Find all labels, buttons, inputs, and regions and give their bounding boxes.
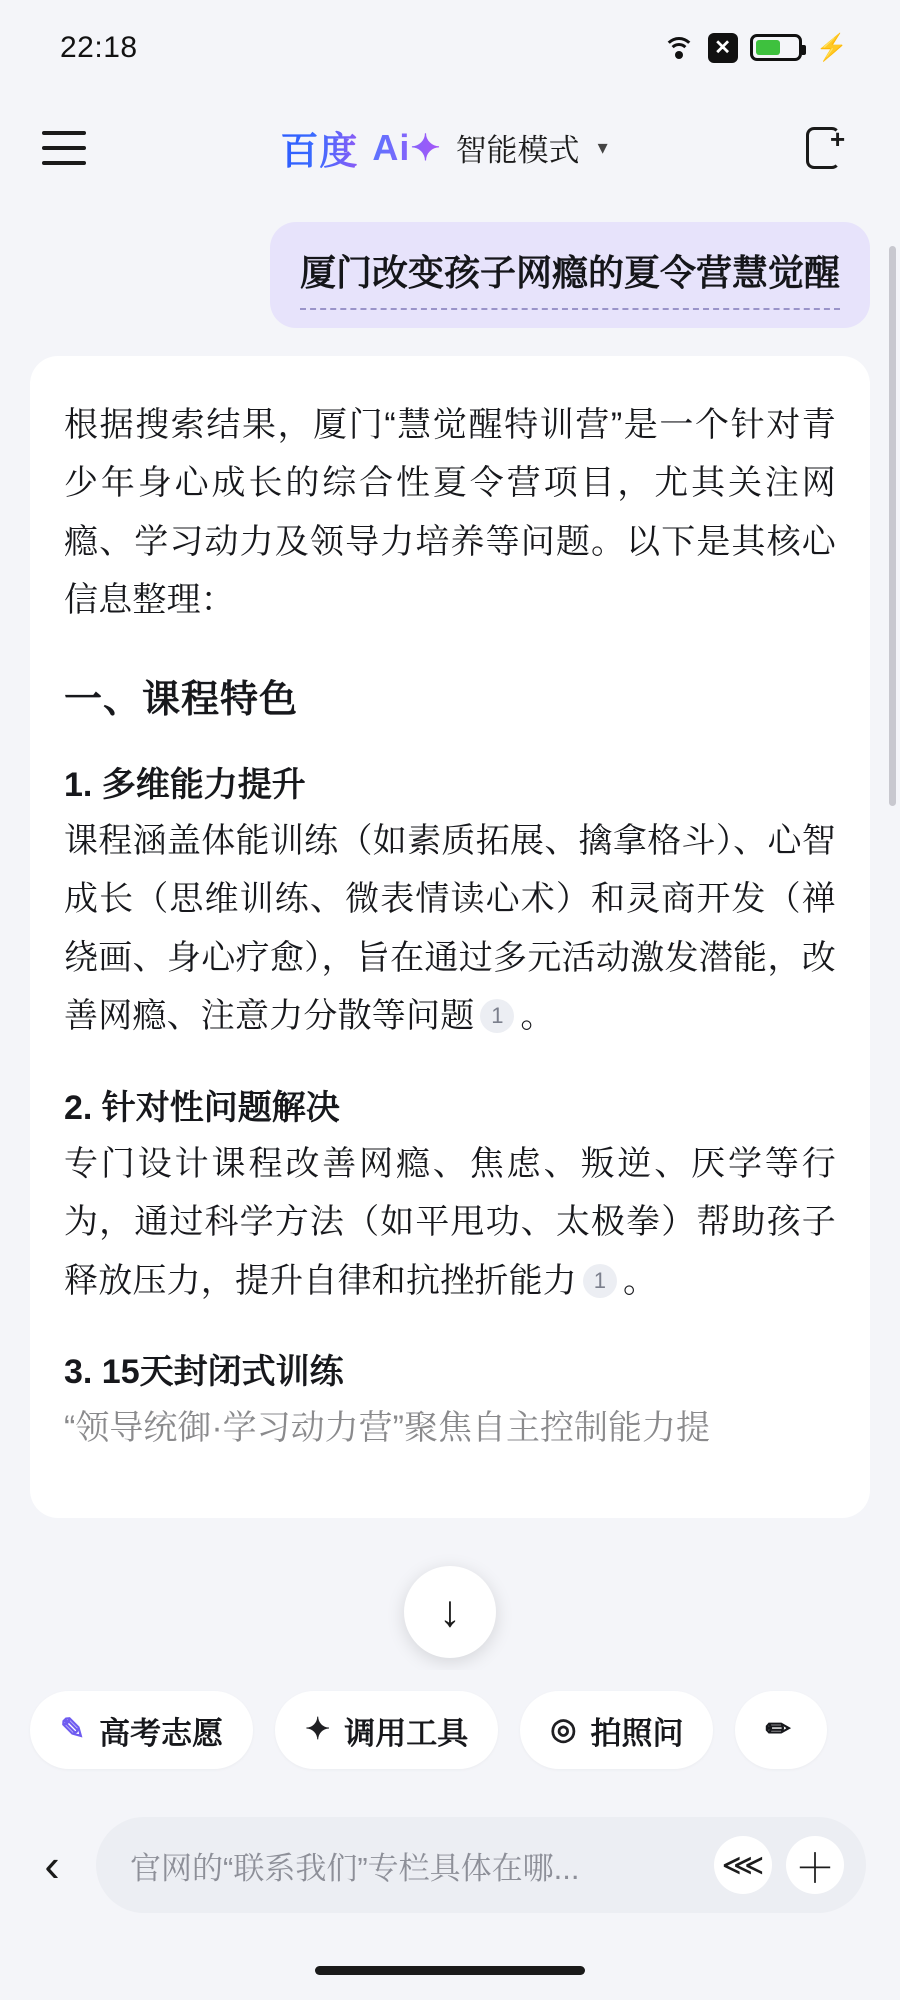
user-message-text: 厦门改变孩子网瘾的夏令营慧觉醒 (299, 252, 840, 293)
app-header (0, 95, 900, 200)
tool-icon: ✦ (305, 1713, 331, 1746)
arrow-down-icon: ↓ (439, 1587, 461, 1636)
scrollbar[interactable] (889, 246, 896, 806)
battery-icon (750, 34, 802, 61)
close-badge-icon: ✕ (708, 33, 738, 63)
brand-and-mode[interactable] (280, 120, 607, 175)
new-chat-icon[interactable]: + (802, 123, 852, 173)
message-input[interactable] (96, 1817, 866, 1913)
baidu-logo: 百度 (280, 120, 358, 175)
quick-action-chips[interactable] (0, 1670, 900, 1790)
answer-item-tail-1: 。 (520, 997, 555, 1036)
answer-item-heading-1: 1. 多维能力提升 (64, 765, 306, 804)
wifi-icon (662, 35, 696, 61)
answer-item-text-1: 课程涵盖体能训练（如素质拓展、擒拿格斗）、心智成长（思维训练、微表情读心术）和灵商开发（禅绕画、身心疗愈），旨在通过多元活动激发潜能，改善网瘾、注意力分散等问题 (64, 821, 836, 1036)
home-indicator (0, 1940, 900, 2000)
answer-item-body-3: “领导统御·学习动力营”聚焦自主控制能力提 (64, 1409, 710, 1448)
chip-label: 拍照问 (590, 1715, 684, 1751)
chip-call-tools[interactable] (275, 1691, 498, 1769)
chip-edit-partial[interactable] (735, 1691, 827, 1769)
answer-item-tail-2: 。 (623, 1261, 658, 1300)
ai-logo: Ai✦ (372, 126, 442, 168)
answer-item-body-2 (64, 1135, 836, 1310)
answer-item-text-2: 专门设计课程改善网瘾、焦虑、叛逆、厌学等行为，通过科学方法（如平甩功、太极拳）帮助孩子释放压力，提升自律和抗挫折能力 (64, 1144, 836, 1300)
voice-input-icon[interactable]: ⋘ (714, 1836, 772, 1894)
reference-badge[interactable]: 1 (583, 1264, 617, 1298)
chevron-down-icon[interactable]: ▾ (597, 137, 608, 159)
answer-item-heading-3: 3. 15天封闭式训练 (64, 1353, 344, 1392)
status-icons (662, 32, 848, 63)
input-bar (0, 1790, 900, 1940)
answer-section-title: 一、课程特色 (64, 678, 299, 721)
assistant-answer-card (30, 356, 870, 1518)
search-input-placeholder[interactable]: 官网的“联系我们”专栏具体在哪... (130, 1850, 580, 1886)
chip-gaokao-zhiyuan[interactable] (30, 1691, 253, 1769)
user-message-bubble[interactable] (270, 222, 870, 328)
back-icon[interactable]: ‹ (44, 1839, 60, 1891)
chip-photo-ask[interactable] (520, 1691, 713, 1769)
chip-label: 高考志愿 (99, 1715, 224, 1751)
edit-icon: ✏ (765, 1713, 791, 1746)
magic-pen-icon: ✎ (60, 1713, 86, 1746)
answer-item-body-1 (64, 812, 836, 1046)
scroll-to-bottom-button[interactable] (404, 1566, 496, 1658)
mode-selector-label[interactable]: 智能模式 (455, 133, 580, 168)
status-bar (0, 0, 900, 95)
bubble-underline (300, 308, 840, 310)
chat-scroll-area[interactable] (0, 200, 900, 1670)
add-attachment-icon[interactable]: ＋ (786, 1836, 844, 1894)
camera-icon: ◎ (550, 1713, 577, 1746)
hamburger-icon[interactable] (42, 131, 86, 165)
user-message-row (30, 200, 870, 328)
answer-item-heading-2: 2. 针对性问题解决 (64, 1088, 340, 1127)
reference-badge[interactable]: 1 (480, 999, 514, 1033)
charging-icon: ⚡ (815, 32, 848, 62)
answer-intro: 根据搜索结果，厦门“慧觉醒特训营”是一个针对青少年身心成长的综合性夏令营项目，尤其关注网瘾、学习动力及领导力培养等问题。以下是其核心信息整理： (64, 406, 836, 620)
status-time: 22:18 (60, 30, 138, 64)
chip-label: 调用工具 (344, 1715, 469, 1751)
